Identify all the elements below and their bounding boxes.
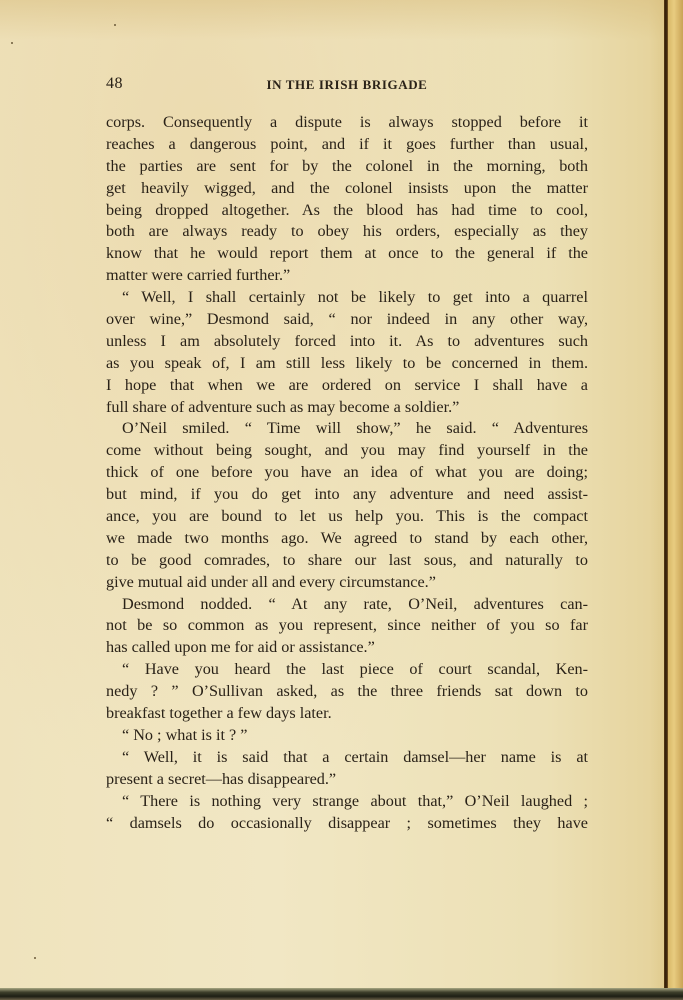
text-line: “ damsels do occasionally disappear ; sometimes they have bbox=[106, 813, 588, 832]
paper-speck bbox=[114, 24, 116, 26]
text-line: both are always ready to obey his orders, especially as they bbox=[106, 222, 588, 241]
text-line: present a secret—has disappeared.” bbox=[106, 769, 337, 788]
text-line: reaches a dangerous point, and if it goes further than usual, bbox=[106, 134, 588, 153]
text-line: has called upon me for aid or assistance.” bbox=[106, 638, 375, 657]
text-line: “ Well, it is said that a certain damsel—her name is at bbox=[122, 747, 588, 766]
page-bottom-edge bbox=[0, 988, 683, 1000]
text-line: full share of adventure such as may become a soldier.” bbox=[106, 397, 460, 416]
text-line: I hope that when we are ordered on service I shall have a bbox=[106, 375, 588, 394]
text-line: but mind, if you do get into any adventure and need assist- bbox=[106, 485, 588, 504]
text-line: “ Well, I shall certainly not be likely to get into a quarrel bbox=[122, 288, 588, 307]
text-line: over wine,” Desmond said, “ nor indeed in any other way, bbox=[106, 310, 588, 329]
text-line: to be good comrades, to share our last sous, and naturally to bbox=[106, 550, 588, 569]
book-binding-strip bbox=[668, 0, 683, 992]
text-line: nedy ? ” O’Sullivan asked, as the three friends sat down to bbox=[106, 682, 588, 701]
text-line: O’Neil smiled. “ Time will show,” he said. “ Adventures bbox=[122, 419, 588, 438]
text-line: matter were carried further.” bbox=[106, 266, 291, 285]
paper-speck bbox=[11, 42, 13, 44]
text-line: the parties are sent for by the colonel in the morning, both bbox=[106, 156, 588, 175]
page-top-shading bbox=[0, 0, 665, 40]
running-title: IN THE IRISH BRIGADE bbox=[266, 77, 428, 92]
text-line: know that he would report them at once to the general if the bbox=[106, 244, 588, 263]
text-line: “ There is nothing very strange about that,” O’Neil laughed ; bbox=[122, 791, 588, 810]
text-line: come without being sought, and you may find yourself in the bbox=[106, 441, 588, 460]
paper-speck bbox=[34, 957, 36, 959]
text-line: breakfast together a few days later. bbox=[106, 704, 332, 723]
text-line: give mutual aid under all and every circumstance.” bbox=[106, 572, 436, 591]
text-line: corps. Consequently a dispute is always stopped before it bbox=[106, 113, 588, 131]
page-body-text bbox=[106, 112, 588, 834]
text-line: get heavily wigged, and the colonel insists upon the matter bbox=[106, 178, 588, 197]
text-line: as you speak of, I am still less likely to be concerned in them. bbox=[106, 353, 588, 372]
text-line: “ No ; what is it ? ” bbox=[122, 725, 248, 744]
text-line: “ Have you heard the last piece of court scandal, Ken- bbox=[122, 660, 588, 679]
text-line: thick of one before you have an idea of what you are doing; bbox=[106, 463, 588, 482]
text-line: unless I am absolutely forced into it. As to adventures such bbox=[106, 331, 588, 350]
page-header bbox=[106, 75, 588, 97]
text-line: we made two months ago. We agreed to stand by each other, bbox=[106, 528, 588, 547]
text-line: ance, you are bound to let us help you. This is the compact bbox=[106, 507, 588, 526]
text-line: being dropped altogether. As the blood has had time to cool, bbox=[106, 200, 588, 219]
text-line: Desmond nodded. “ At any rate, O’Neil, adventures can- bbox=[122, 594, 588, 613]
page-number: 48 bbox=[106, 75, 123, 92]
text-line: not be so common as you represent, since neither of you so far bbox=[106, 616, 588, 635]
